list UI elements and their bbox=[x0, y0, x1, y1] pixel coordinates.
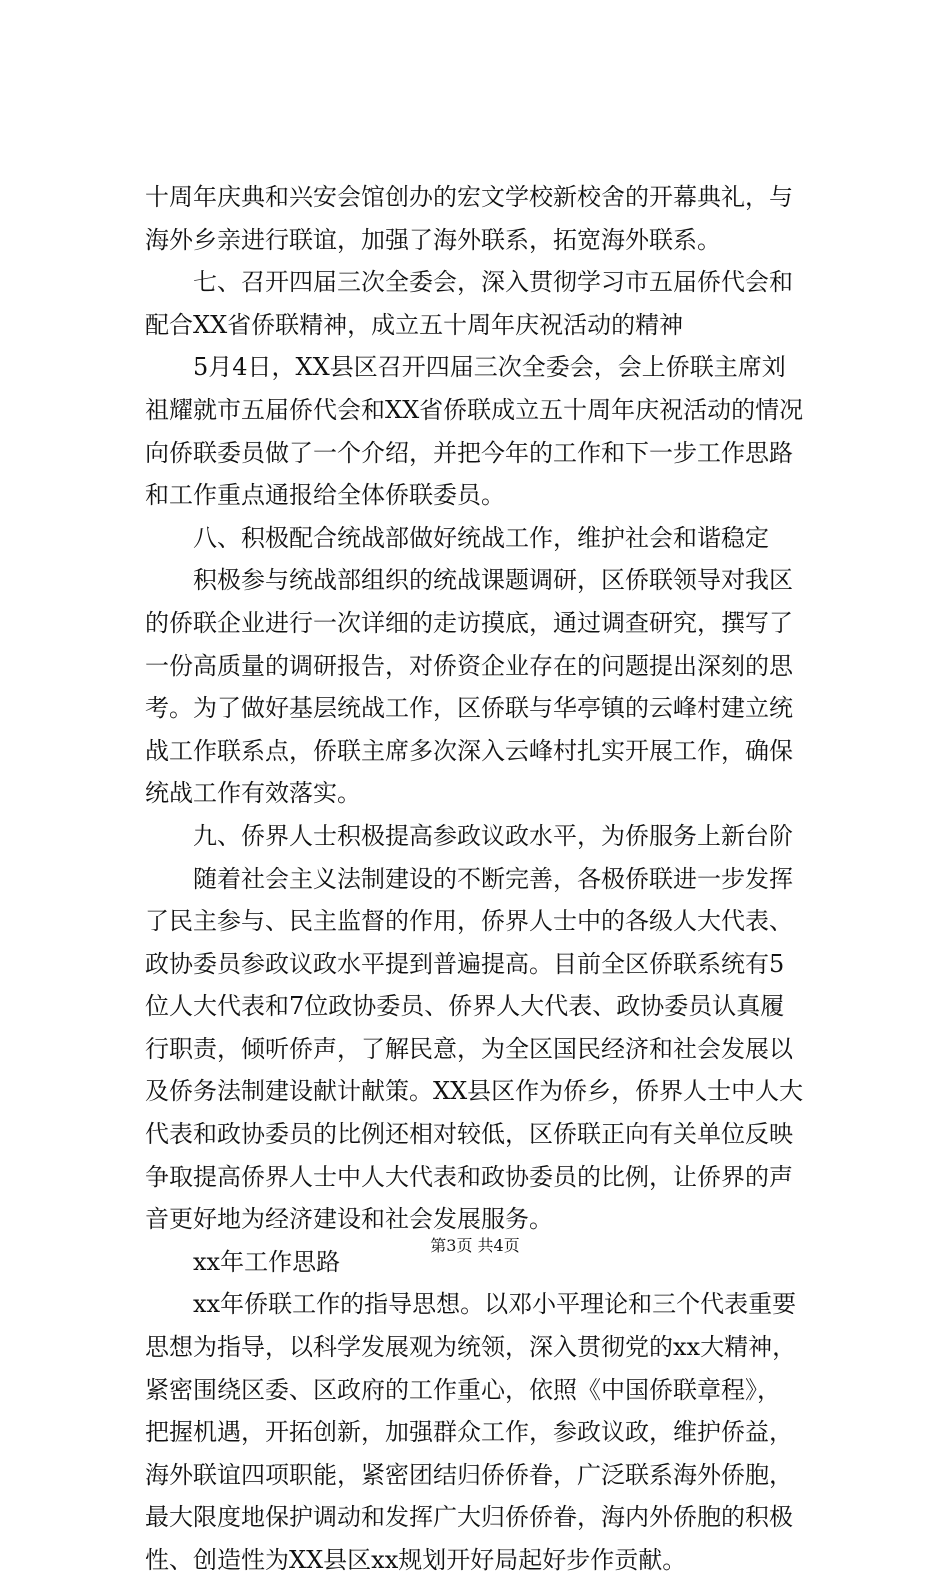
text-line: 考。为了做好基层统战工作，区侨联与华亭镇的云峰村建立统 bbox=[145, 694, 793, 723]
section-heading: 八、积极配合统战部做好统战工作，维护社会和谐稳定 bbox=[193, 523, 769, 552]
text-line: 向侨联委员做了一个介绍，并把今年的工作和下一步工作思路 bbox=[145, 438, 793, 467]
text-line: 紧密围绕区委、区政府的工作重心，依照《中国侨联章程》， bbox=[145, 1375, 781, 1404]
text-line: 祖耀就市五届侨代会和XX省侨联成立五十周年庆祝活动的情况 bbox=[145, 395, 804, 424]
text-line: 政协委员参政议政水平提到普遍提高。目前全区侨联系统有5 bbox=[145, 949, 785, 978]
document-body bbox=[145, 176, 825, 1582]
text-line: 一份高质量的调研报告，对侨资企业存在的问题提出深刻的思 bbox=[145, 651, 793, 680]
text-line: 性、创造性为XX县区xx规划开好局起好步作贡献。 bbox=[145, 1546, 687, 1574]
text-line: 的侨联企业进行一次详细的走访摸底，通过调查研究，撰写了 bbox=[145, 608, 793, 637]
section-heading: 九、侨界人士积极提高参政议政水平，为侨服务上新台阶 bbox=[193, 821, 793, 850]
text-line: 位人大代表和7位政协委员、侨界人大代表、政协委员认真履 bbox=[145, 992, 785, 1021]
paragraph-start: 积极参与统战部组织的统战课题调研，区侨联领导对我区 bbox=[193, 566, 793, 595]
text-line: 十周年庆典和兴安会馆创办的宏文学校新校舍的开幕典礼，与 bbox=[145, 183, 793, 211]
text-line: 思想为指导，以科学发展观为统领，深入贯彻党的xx大精神， bbox=[145, 1333, 797, 1362]
text-line: 和工作重点通报给全体侨联委员。 bbox=[145, 481, 505, 510]
text-line: 争取提高侨界人士中人大代表和政协委员的比例，让侨界的声 bbox=[145, 1162, 793, 1191]
page-number-footer: 第3页 共4页 bbox=[430, 1236, 520, 1255]
paragraph-start: 5月4日，XX县区召开四届三次全委会，会上侨联主席刘 bbox=[193, 353, 786, 382]
text-line: 统战工作有效落实。 bbox=[145, 779, 361, 808]
text-line: 音更好地为经济建设和社会发展服务。 bbox=[145, 1205, 553, 1234]
section-heading: 七、召开四届三次全委会，深入贯彻学习市五届侨代会和 bbox=[193, 268, 793, 297]
text-line: 海外乡亲进行联谊，加强了海外联系，拓宽海外联系。 bbox=[145, 225, 721, 254]
text-line: 行职责，倾听侨声，了解民意，为全区国民经济和社会发展以 bbox=[145, 1034, 793, 1063]
text-line: 及侨务法制建设献计献策。XX县区作为侨乡，侨界人士中人大 bbox=[145, 1077, 804, 1106]
text-line: 战工作联系点，侨联主席多次深入云峰村扎实开展工作，确保 bbox=[145, 736, 793, 765]
paragraph-start: 随着社会主义法制建设的不断完善，各极侨联进一步发挥 bbox=[193, 864, 793, 893]
text-line: 了民主参与、民主监督的作用，侨界人士中的各级人大代表、 bbox=[145, 907, 793, 936]
text-line: 海外联谊四项职能，紧密团结归侨侨眷，广泛联系海外侨胞， bbox=[145, 1460, 793, 1489]
section-heading-continued: 配合XX省侨联精神，成立五十周年庆祝活动的精神 bbox=[145, 310, 684, 339]
section-heading: xx年工作思路 bbox=[193, 1247, 341, 1276]
text-line: 代表和政协委员的比例还相对较低，区侨联正向有关单位反映 bbox=[145, 1120, 793, 1149]
paragraph-start: xx年侨联工作的指导思想。以邓小平理论和三个代表重要 bbox=[193, 1290, 797, 1319]
text-line: 最大限度地保护调动和发挥广大归侨侨眷，海内外侨胞的积极 bbox=[145, 1503, 793, 1532]
text-line: 把握机遇，开拓创新，加强群众工作，参政议政，维护侨益， bbox=[145, 1418, 793, 1447]
